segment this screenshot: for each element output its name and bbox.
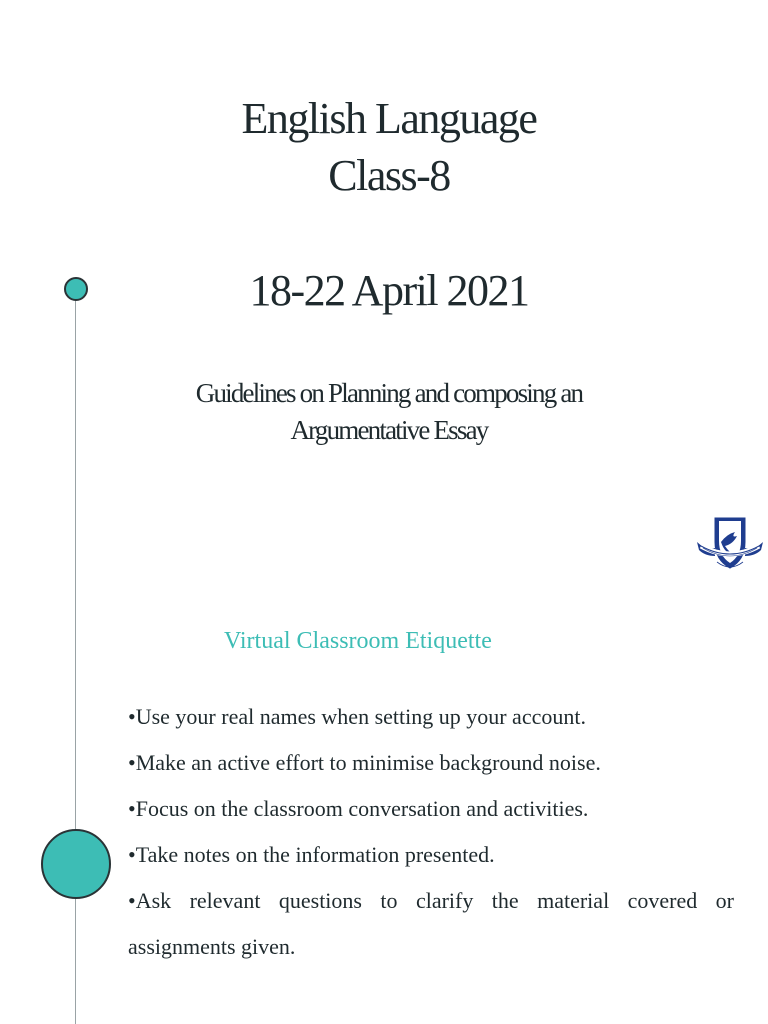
school-crest-icon xyxy=(695,512,765,574)
list-item: •Make an active effort to minimise background noise. xyxy=(128,750,601,775)
lesson-subtitle-line1: Guidelines on Planning and composing an xyxy=(195,378,583,408)
list-item: •Focus on the classroom conversation and activities. xyxy=(128,796,589,821)
lesson-date: 18-22 April 2021 xyxy=(249,266,529,315)
etiquette-list xyxy=(128,694,734,970)
page-title-subject: English Language xyxy=(241,94,537,143)
list-item: •Take notes on the information presented. xyxy=(128,842,495,867)
lesson-subtitle-line2: Argumentative Essay xyxy=(290,415,488,445)
section-heading: Virtual Classroom Etiquette xyxy=(224,628,492,654)
timeline-dot-large xyxy=(41,829,111,899)
list-item: •Use your real names when setting up your account. xyxy=(128,704,586,729)
list-item: •Ask relevant questions to clarify the material covered or assignments given. xyxy=(128,888,734,959)
page-title-class: Class-8 xyxy=(328,151,450,200)
